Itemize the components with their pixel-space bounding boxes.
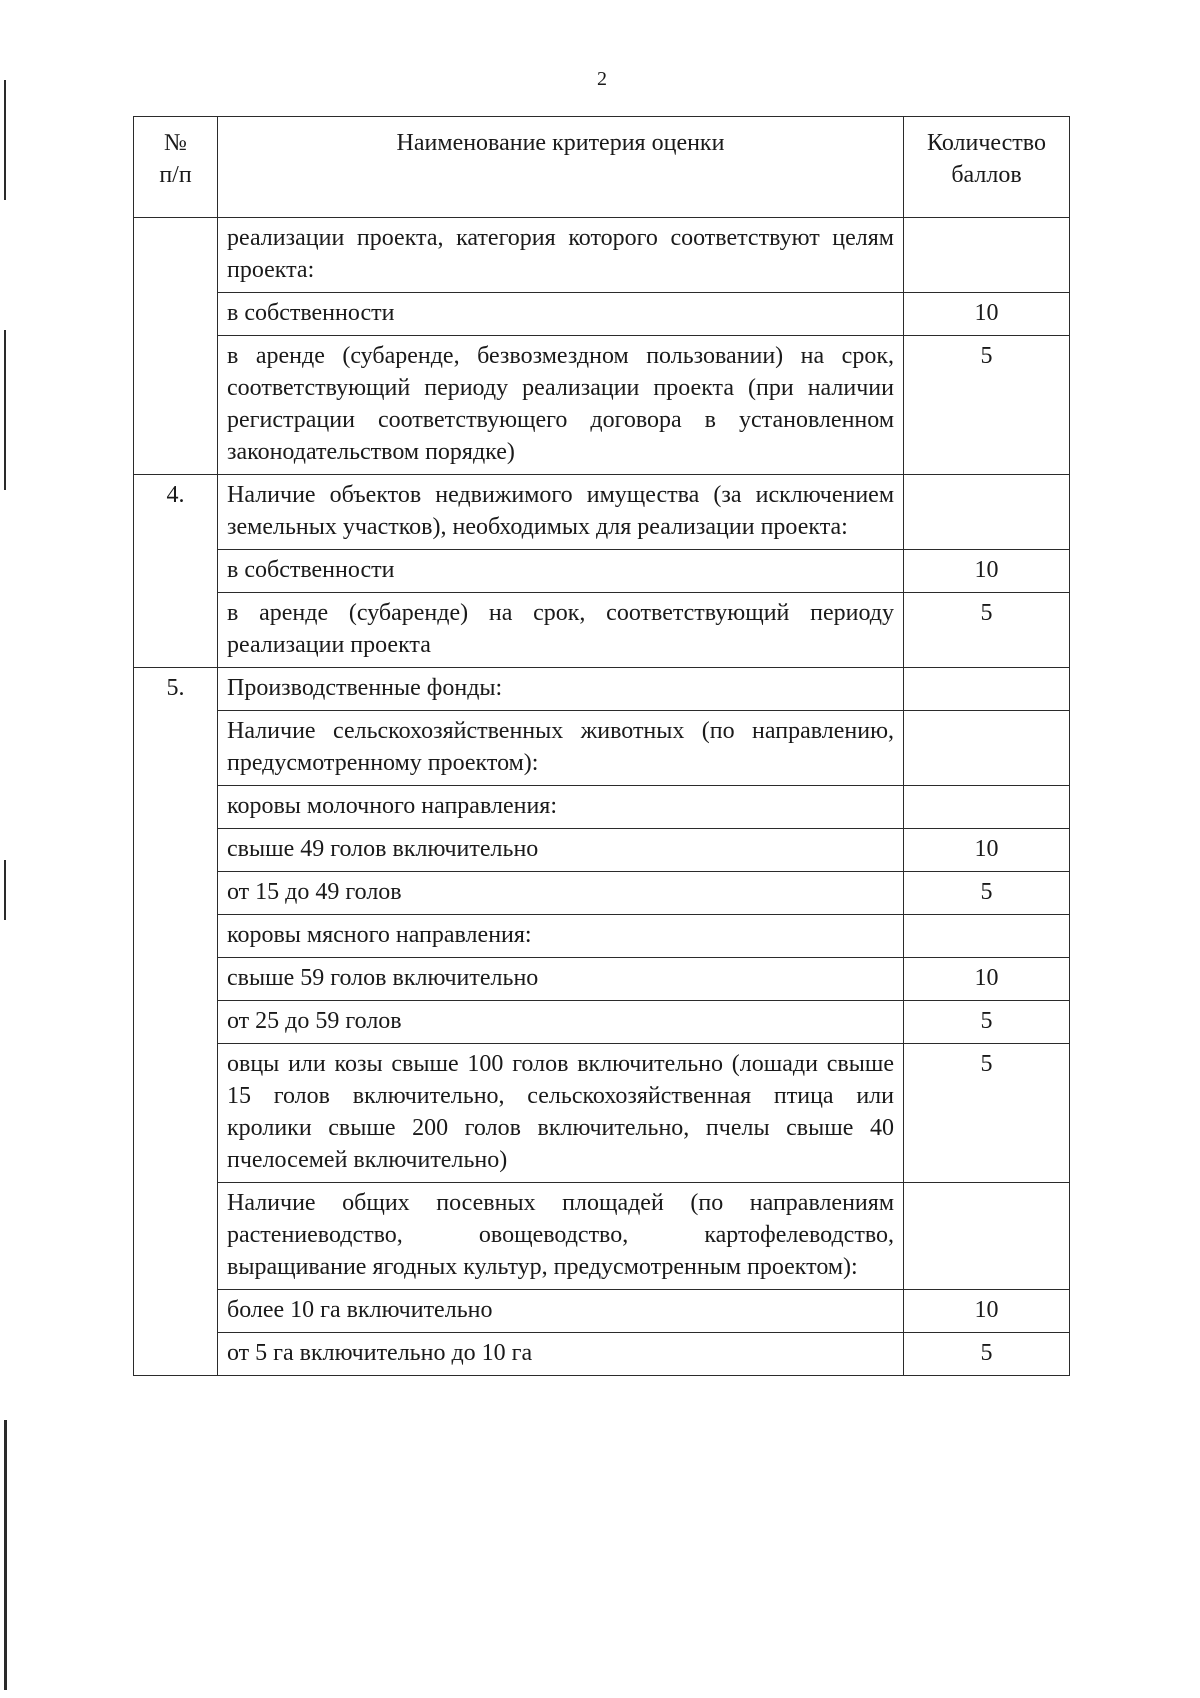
table-row — [134, 786, 1070, 829]
row-number — [134, 218, 218, 475]
criterion-score: 5 — [904, 336, 1070, 475]
header-score-line2: баллов — [951, 162, 1022, 188]
criterion-name: Производственные фонды: — [218, 668, 904, 711]
header-score — [904, 117, 1070, 218]
criterion-score: 10 — [904, 958, 1070, 1001]
header-score-line1: Количество — [927, 130, 1046, 156]
table-row — [134, 1044, 1070, 1183]
table-row — [134, 1333, 1070, 1376]
criterion-score — [904, 668, 1070, 711]
table-body — [134, 218, 1070, 1376]
criterion-name: коровы мясного направления: — [218, 915, 904, 958]
table-row — [134, 336, 1070, 475]
criterion-score: 10 — [904, 1290, 1070, 1333]
table-row — [134, 958, 1070, 1001]
row-number: 4. — [134, 475, 218, 668]
criterion-name: коровы молочного направления: — [218, 786, 904, 829]
criterion-name: Наличие объектов недвижимого имущества (за исключением земельных участков), необходимых для реализации проекта: — [218, 475, 904, 550]
criterion-score: 5 — [904, 1044, 1070, 1183]
criterion-name: свыше 49 голов включительно — [218, 829, 904, 872]
table-row — [134, 1001, 1070, 1044]
criterion-name: от 15 до 49 голов — [218, 872, 904, 915]
header-number-line2: п/п — [159, 162, 192, 188]
criterion-score: 5 — [904, 593, 1070, 668]
criterion-score: 10 — [904, 550, 1070, 593]
scan-edge-mark — [4, 80, 6, 200]
criterion-name: реализации проекта, категория которого соответствуют целям проекта: — [218, 218, 904, 293]
criterion-name: в аренде (субаренде, безвозмездном пользовании) на срок, соответствующий периоду реализации проекта (при наличии регистрации соответствующего договора в установленном законодательством порядке) — [218, 336, 904, 475]
table-row — [134, 829, 1070, 872]
criterion-score: 5 — [904, 1001, 1070, 1044]
criterion-score — [904, 218, 1070, 293]
table-row — [134, 218, 1070, 293]
criterion-name: Наличие сельскохозяйственных животных (по направлению, предусмотренному проектом): — [218, 711, 904, 786]
criterion-score — [904, 1183, 1070, 1290]
table-row — [134, 711, 1070, 786]
table-row — [134, 1290, 1070, 1333]
table-row — [134, 915, 1070, 958]
scan-edge-mark — [4, 1420, 7, 1690]
criterion-name: овцы или козы свыше 100 голов включительно (лошади свыше 15 голов включительно, сельскохозяйственная птица или кролики свыше 200 голов включительно, пчелы свыше 40 пчелосемей включительно) — [218, 1044, 904, 1183]
page-number: 2 — [597, 68, 607, 90]
criterion-score — [904, 786, 1070, 829]
header-number-line1: № — [164, 130, 187, 156]
criterion-name: более 10 га включительно — [218, 1290, 904, 1333]
criterion-score — [904, 711, 1070, 786]
table-row — [134, 475, 1070, 550]
table-row — [134, 872, 1070, 915]
header-criterion-name: Наименование критерия оценки — [218, 117, 904, 218]
criterion-name: в аренде (субаренде) на срок, соответствующий периоду реализации проекта — [218, 593, 904, 668]
table-row — [134, 668, 1070, 711]
table-header-row — [134, 117, 1070, 218]
criterion-score — [904, 475, 1070, 550]
criterion-name: Наличие общих посевных площадей (по направлениям растениеводство, овощеводство, картофелеводство, выращивание ягодных культур, предусмотренным проектом): — [218, 1183, 904, 1290]
criterion-name: в собственности — [218, 550, 904, 593]
scan-edge-mark — [4, 330, 6, 490]
table-row — [134, 293, 1070, 336]
table-row — [134, 1183, 1070, 1290]
criterion-score: 10 — [904, 829, 1070, 872]
criterion-score — [904, 915, 1070, 958]
criterion-name: от 5 га включительно до 10 га — [218, 1333, 904, 1376]
criterion-score: 5 — [904, 1333, 1070, 1376]
criterion-score: 10 — [904, 293, 1070, 336]
criterion-name: от 25 до 59 голов — [218, 1001, 904, 1044]
criteria-table — [133, 116, 1070, 1376]
table-row — [134, 593, 1070, 668]
header-number — [134, 117, 218, 218]
table-row — [134, 550, 1070, 593]
row-number: 5. — [134, 668, 218, 1376]
criterion-name: в собственности — [218, 293, 904, 336]
criterion-score: 5 — [904, 872, 1070, 915]
criterion-name: свыше 59 голов включительно — [218, 958, 904, 1001]
scan-edge-mark — [4, 860, 6, 920]
